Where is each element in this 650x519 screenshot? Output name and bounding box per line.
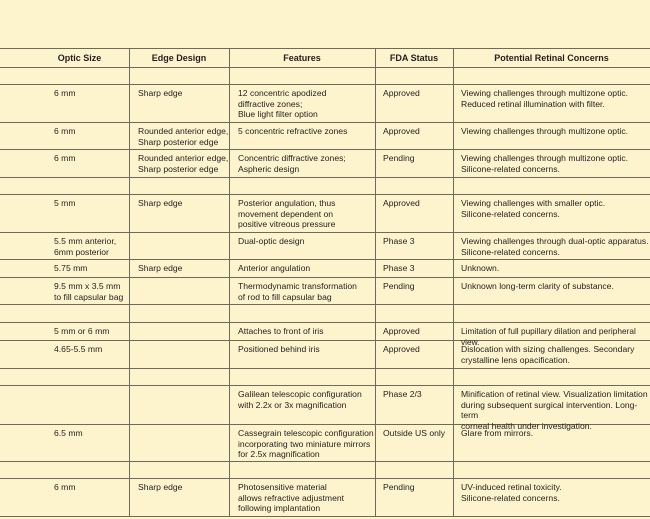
cell-concerns: Viewing challenges with smaller optic. Silicone-related concerns. [461,198,606,219]
cell-features: Photosensitive material allows refractive adjustment following implantation [238,482,345,513]
cell-optic: 6 mm [54,153,76,163]
cell-concerns: Viewing challenges through multizone optic. [461,126,629,136]
rule [0,322,650,323]
cell-fda: Approved [383,198,420,208]
cell-concerns: Unknown. [461,263,500,273]
cell-optic: 6 mm [54,88,76,98]
rule [0,478,650,479]
header-optic-size: Optic Size [57,53,102,63]
header-fda-status: FDA Status [389,53,439,63]
cell-features: Attaches to front of iris [238,326,324,336]
cell-features: 5 concentric refractive zones [238,126,348,136]
cell-edge: Rounded anterior edge, Sharp posterior edge [138,153,229,174]
rule-bottom [0,516,650,517]
cell-concerns: Unknown long-term clarity of substance. [461,281,614,291]
cell-optic: 9.5 mm x 3.5 mm to fill capsular bag [54,281,124,302]
cell-edge: Rounded anterior edge, Sharp posterior edge [138,126,229,147]
cell-fda: Approved [383,88,420,98]
cell-optic: 4.65-5.5 mm [54,344,103,354]
cell-optic: 6 mm [54,126,76,136]
cell-fda: Outside US only [383,428,446,438]
cell-fda: Approved [383,126,420,136]
rule [0,385,650,386]
cell-edge: Sharp edge [138,88,183,98]
cell-edge: Sharp edge [138,482,183,492]
cell-edge: Sharp edge [138,198,183,208]
cell-optic: 6 mm [54,482,76,492]
rule-header [0,67,650,68]
rule [0,194,650,195]
cell-concerns: Dislocation with sizing challenges. Secondary crystalline lens opacification. [461,344,635,365]
header-edge-design: Edge Design [151,53,207,63]
cell-concerns: Viewing challenges through multizone optic. Silicone-related concerns. [461,153,629,174]
rule [0,461,650,462]
cell-features: Dual-optic design [238,236,305,246]
cell-fda: Pending [383,482,415,492]
rule [0,304,650,305]
cell-concerns: Viewing challenges through dual-optic apparatus. Silicone-related concerns. [461,236,649,257]
cell-optic: 5 mm or 6 mm [54,326,110,336]
cell-fda: Approved [383,344,420,354]
header-potential-retinal-concerns: Potential Retinal Concerns [494,53,609,63]
cell-concerns: Limitation of full pupillary dilation and peripheral view. [461,326,636,347]
cell-fda: Phase 3 [383,236,415,246]
column-rule [229,48,230,517]
cell-features: Thermodynamic transformation of rod to fill capsular bag [238,281,357,302]
column-rule [129,48,130,517]
rule [0,84,650,85]
rule [0,368,650,369]
rule-top [0,48,650,49]
cell-optic: 6.5 mm [54,428,83,438]
cell-edge: Sharp edge [138,263,183,273]
cell-fda: Phase 3 [383,263,415,273]
rule [0,177,650,178]
rule [0,259,650,260]
cell-fda: Pending [383,153,415,163]
cell-fda: Phase 2/3 [383,389,422,399]
cell-features: Concentric diffractive zones; Aspheric design [238,153,346,174]
cell-features: Cassegrain telescopic configuration incorporating two miniature mirrors for 2.5x magnification [238,428,374,459]
cell-optic: 5.5 mm anterior, 6mm posterior [54,236,117,257]
cell-concerns: Minification of retinal view. Visualization limitation during subsequent surgical intervention. Long-term corneal health under investigation. [461,389,648,431]
header-features: Features [283,53,321,63]
cell-fda: Approved [383,326,420,336]
rule [0,122,650,123]
rule [0,277,650,278]
rule [0,232,650,233]
cell-features: 12 concentric apodized diffractive zones; Blue light filter option [238,88,327,119]
cell-features: Posterior angulation, thus movement dependent on positive vitreous pressure [238,198,336,229]
cell-features: Galilean telescopic configuration with 2.2x or 3x magnification [238,389,362,410]
cell-concerns: Viewing challenges through multizone optic. Reduced retinal illumination with filter. [461,88,629,109]
cell-features: Positioned behind iris [238,344,320,354]
cell-features: Anterior angulation [238,263,311,273]
cell-fda: Pending [383,281,415,291]
cell-optic: 5 mm [54,198,76,208]
rule [0,149,650,150]
cell-concerns: UV-induced retinal toxicity. Silicone-related concerns. [461,482,562,503]
cell-concerns: Glare from mirrors. [461,428,534,438]
cell-optic: 5.75 mm [54,263,88,273]
